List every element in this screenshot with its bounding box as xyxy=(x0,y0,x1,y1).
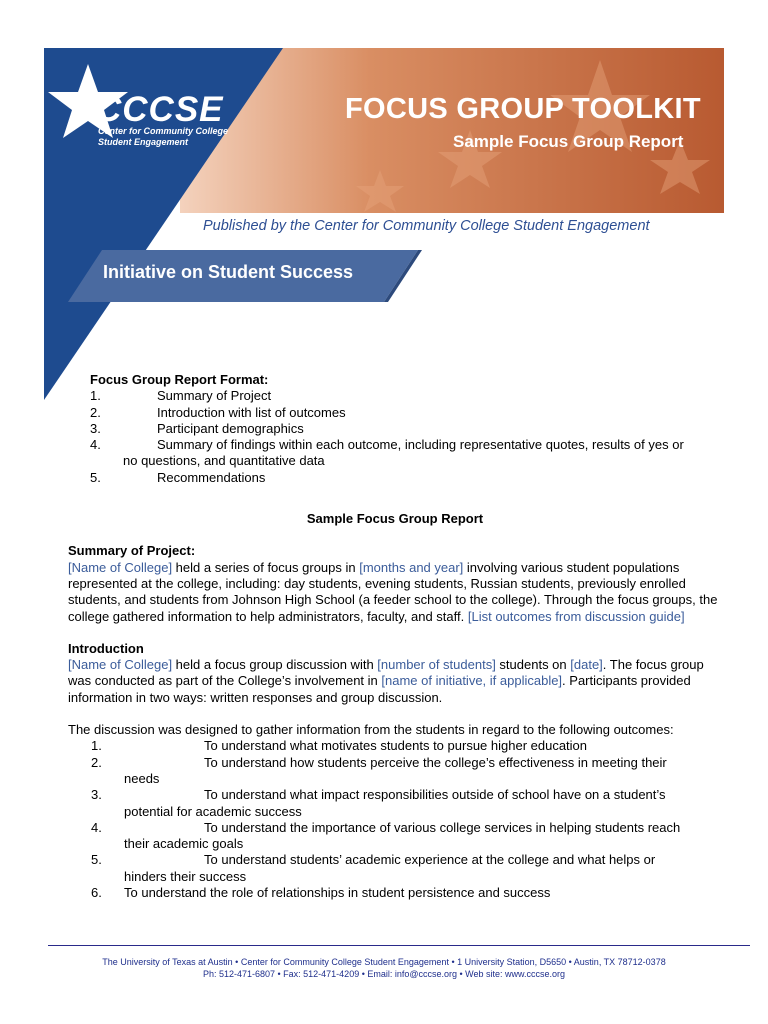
list-number: 2. xyxy=(90,404,101,420)
list-text: Summary of findings within each outcome, including representative quotes, results of yes or xyxy=(157,437,684,453)
list-number: 5. xyxy=(90,469,101,485)
introduction-heading: Introduction xyxy=(68,640,144,656)
list-number: 3. xyxy=(90,420,101,436)
summary-text: held a series of focus groups in xyxy=(172,559,360,575)
list-number: 4. xyxy=(91,819,102,835)
summary-heading: Summary of Project: xyxy=(68,543,196,559)
list-number: 2. xyxy=(91,754,102,770)
toolkit-title: FOCUS GROUP TOOLKIT xyxy=(345,93,701,125)
list-text: To understand what motivates students to pursue higher education xyxy=(204,738,588,754)
outcome-item xyxy=(68,820,718,853)
list-text-continued: hinders their success xyxy=(124,868,247,884)
intro-text: . Participants provided information in two ways: written responses and group discussion. xyxy=(68,673,691,705)
list-text: Recommendations xyxy=(157,469,266,485)
report-title: Sample Focus Group Report xyxy=(306,511,484,527)
format-item xyxy=(90,388,718,404)
list-text-continued: their academic goals xyxy=(124,836,244,852)
document-body xyxy=(68,372,718,901)
list-text: To understand the importance of various college services in helping students reach xyxy=(204,819,681,835)
placeholder-initiative: [name of initiative, if applicable] xyxy=(381,673,563,689)
list-text: Introduction with list of outcomes xyxy=(157,404,346,420)
intro-text: students on xyxy=(495,657,571,673)
placeholder-students: [number of students] xyxy=(377,657,496,673)
list-text: Participant demographics xyxy=(157,420,304,436)
placeholder-months: [months and year] xyxy=(359,559,464,575)
outcome-item xyxy=(68,787,718,820)
format-list xyxy=(68,388,718,486)
footer-address: The University of Texas at Austin • Center for Community College Student Engagement • 1 University Station, D5650 • Austin, TX 78712-0378 xyxy=(102,957,666,967)
logo-subtitle-line-2: Student Engagement xyxy=(98,137,189,147)
intro-text: . The focus group was conducted as part of the College’s involvement in xyxy=(68,657,704,689)
footer-divider xyxy=(48,945,750,946)
outcomes-list xyxy=(68,738,718,901)
published-by-line: Published by the Center for Community College Student Engagement xyxy=(203,218,650,234)
summary-text: involving various student populations represented at the college, including: day students, evening students, Russian students, previously enrolled students, and students from Johnson High School (a feeder school to the college). Through the focus groups, the college gathered information to help administrators, faculty, and staff. xyxy=(68,559,718,624)
format-item xyxy=(90,421,718,437)
format-item xyxy=(90,405,718,421)
format-item xyxy=(90,470,718,486)
logo-wordmark: CCCSE xyxy=(96,90,224,129)
list-number: 1. xyxy=(90,388,101,404)
header-banner xyxy=(0,0,768,420)
outcome-item xyxy=(68,738,718,754)
list-text: To understand the role of relationships in student persistence and success xyxy=(124,885,551,901)
format-heading: Focus Group Report Format: xyxy=(90,372,269,387)
footer-contact: Ph: 512-471-6807 • Fax: 512-471-4209 • Email: info@cccse.org • Web site: www.cccse.org xyxy=(202,969,566,979)
toolkit-subtitle: Sample Focus Group Report xyxy=(453,132,684,151)
placeholder-college: [Name of College] xyxy=(68,559,173,575)
list-text: To understand how students perceive the college’s effectiveness in meeting their xyxy=(204,754,667,770)
outcome-item xyxy=(68,755,718,788)
placeholder-college: [Name of College] xyxy=(68,657,173,673)
logo-subtitle-line-1: Center for Community College xyxy=(98,126,229,136)
list-number: 1. xyxy=(91,738,102,754)
outcome-item xyxy=(68,885,718,901)
list-text: To understand students’ academic experience at the college and what helps or xyxy=(204,852,656,868)
placeholder-outcomes: [List outcomes from discussion guide] xyxy=(467,608,685,624)
discussion-sentence: The discussion was designed to gather information from the students in regard to the following outcomes: xyxy=(68,722,674,738)
introduction-paragraph xyxy=(68,657,718,706)
list-number: 4. xyxy=(90,437,101,453)
intro-text: held a focus group discussion with xyxy=(172,657,378,673)
list-text-continued: potential for academic success xyxy=(124,803,302,819)
outcome-item xyxy=(68,852,718,885)
summary-paragraph xyxy=(68,560,718,625)
list-number: 5. xyxy=(91,852,102,868)
list-number: 3. xyxy=(91,787,102,803)
list-number: 6. xyxy=(91,885,102,901)
list-text-continued: needs xyxy=(124,770,160,786)
list-text-continued: no questions, and quantitative data xyxy=(123,453,325,469)
logo-subtitle xyxy=(98,126,228,148)
initiative-title: Initiative on Student Success xyxy=(103,262,354,282)
format-item xyxy=(90,437,718,470)
list-text: To understand what impact responsibilities outside of school have on a student’s xyxy=(204,787,666,803)
list-text: Summary of Project xyxy=(157,388,272,404)
placeholder-date: [date] xyxy=(570,657,603,673)
